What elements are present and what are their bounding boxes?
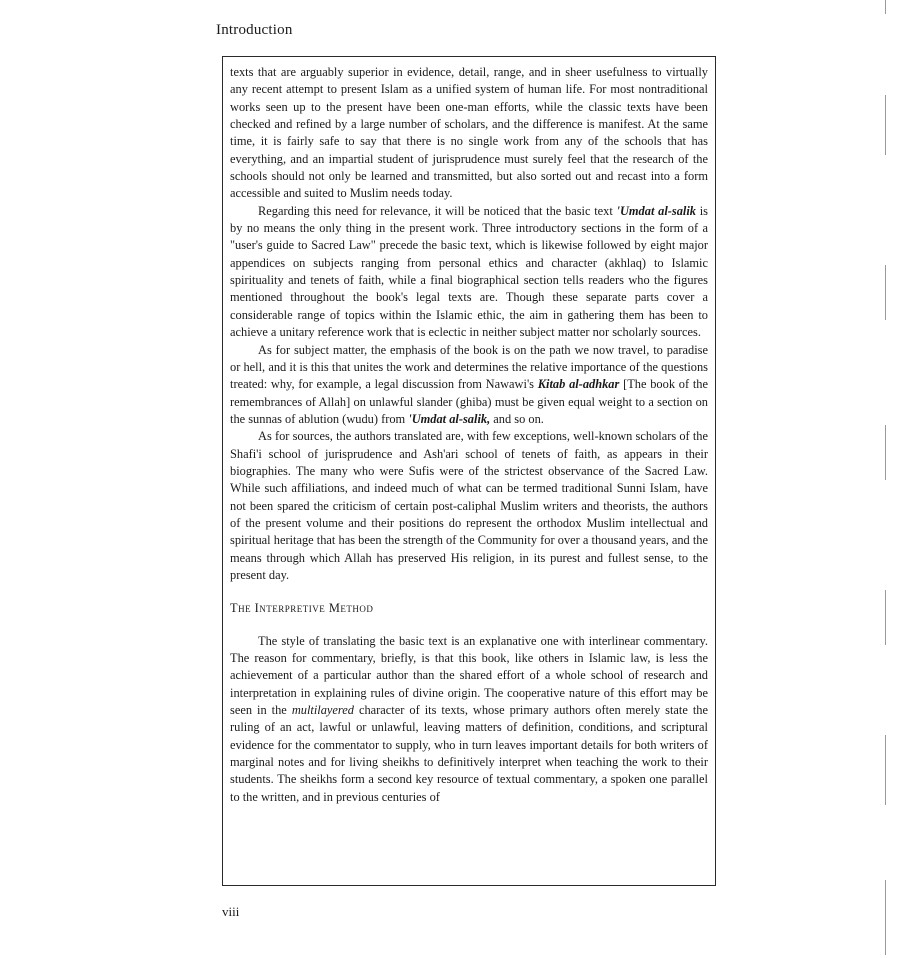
paragraph-1: texts that are arguably superior in evidence, detail, range, and in sheer usefulness to virtually any recent attempt to present Islam as a unified system of human life. For most nontraditional works seen up to the present have been one-man efforts, while the classic texts have been checked and refined by a large number of scholars, and the difference is manifest. At the same time, it is fairly safe to say that there is no single work from any of the schools that has everything, and an impartial student of jurisprudence must surely feel that the research of the schools should not only be learned and transmitted, but also sorted out and recast into a form accessible and suited to Muslim needs today.: [230, 65, 708, 201]
paragraph-2-rest: is by no means the only thing in the present work. Three introductory sections in the form of a "user's guide to Sacred Law" precede the basic text, which is likewise followed by eight major appendices on subjects ranging from personal ethics and character (akhlaq) to Islamic spirituality and tenets of faith, while a final biographical section tells readers who the figures mentioned throughout the book's legal texts are. Though these separate parts cover a considerable range of topics within the Islamic ethic, the aim in gathering them has been to achieve a unitary reference work that is eclectic in neither subject matter nor scholarly sources.: [230, 203, 708, 340]
paragraph-4: As for sources, the authors translated are, with few exceptions, well-known scholars of the Shafi'i school of jurisprudence and Ash'ari school of tenets of faith, as appears in their biographies. The many who were Sufis were of the strictest observance of the Sacred Law. While such affiliations, and indeed much of what can be termed traditional Sunni Islam, have not been spared the criticism of certain post-caliphal Muslim writers and theorists, the authors of the present volume and their positions do represent the orthodox Muslim intellectual and spiritual heritage that has been the strength of the Community for over a thousand years, and the means through which Allah has preserved His religion, in its purest and fullest sense, to the present day.: [230, 429, 708, 582]
book-title-umdat: 'Umdat al-salik: [616, 203, 696, 218]
text-frame: [222, 56, 716, 886]
book-title-kitab: Kitab al-adhkar: [537, 377, 620, 392]
scan-mark: [885, 95, 886, 155]
paragraph-3-end: and so on.: [490, 411, 544, 426]
emphasis-multilayered: multilayered: [291, 703, 354, 718]
scan-mark: [885, 880, 886, 955]
running-head: Introduction: [216, 22, 293, 38]
paragraph-5: [230, 633, 708, 806]
book-title-umdat-2: 'Umdat al-salik,: [408, 411, 491, 426]
paragraph-2: [230, 203, 708, 342]
scan-mark: [885, 425, 886, 480]
paragraph-2-start: Regarding this need for relevance, it will be noticed that the basic text: [258, 203, 617, 218]
page-number: viii: [222, 904, 240, 919]
body-text: [230, 64, 708, 806]
section-heading: The Interpretive Method: [230, 601, 374, 616]
scan-mark: [885, 590, 886, 645]
scan-mark: [885, 735, 886, 805]
paragraph-3-start: As for subject matter, the emphasis of the book is on the path we now travel, to paradise or hell, and it is this that unites the work and determines the relative importance of the questions treated: why, for example, a legal discussion from Nawawi's: [230, 342, 708, 392]
paragraph-3-middle: [The book of the remembrances of Allah] on unlawful slander (ghiba) must be given equal weight to a section on the sunnas of ablution (wudu) from: [230, 377, 708, 426]
paragraph-5-end: character of its texts, whose primary authors often merely state the ruling of an act, lawful or unlawful, leaving matters of definition, conditions, and scriptural evidence for the commentator to supply, who in turn leaves important details for both writers of marginal notes and for living sheikhs to definitively interpret when teaching the work to their students. The sheikhs form a second key resource of textual commentary, a spoken one parallel to the written, and in previous centuries of: [230, 703, 708, 804]
paragraph-5-start: The style of translating the basic text is an explanative one with interlinear commentary. The reason for commentary, briefly, is that this book, like others in Islamic law, is less the achievement of a particular author than the shared effort of a whole school of research and interpretation in explaining rules of divine origin. The cooperative nature of this effort may be seen in the: [230, 633, 708, 718]
paragraph-3: [230, 342, 708, 429]
scan-mark: [885, 265, 886, 320]
scan-mark: [885, 0, 886, 14]
